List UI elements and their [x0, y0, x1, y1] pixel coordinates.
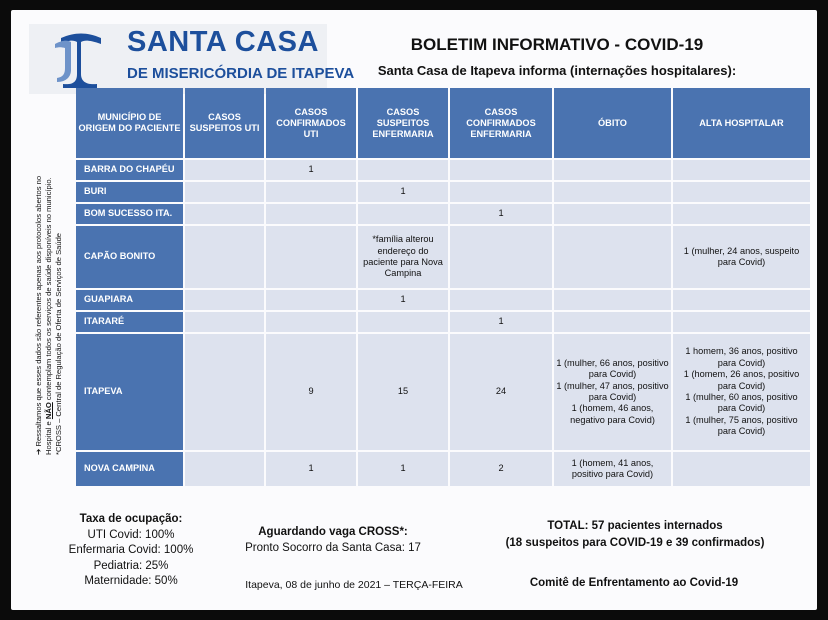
count-cell: [358, 312, 448, 332]
count-cell: [450, 160, 552, 180]
column-header: CASOS CONFIRMADOS UTI: [266, 88, 356, 158]
count-cell: [450, 226, 552, 288]
count-cell: [185, 204, 264, 224]
count-cell: 1: [358, 290, 448, 310]
count-cell: [358, 160, 448, 180]
death-entry: 1 (homem, 46 anos, negativo para Covid): [570, 403, 655, 425]
total-line1: TOTAL: 57 pacientes internados: [547, 520, 723, 532]
column-header: ÓBITO: [554, 88, 671, 158]
count-cell: 9: [266, 334, 356, 450]
waiting-text: Pronto Socorro da Santa Casa: 17: [245, 542, 421, 554]
count-cell: [266, 312, 356, 332]
discharge-cell: [673, 182, 810, 202]
death-cell: [554, 160, 671, 180]
count-cell: 1: [266, 452, 356, 486]
total-line2: (18 suspeitos para COVID-19 e 39 confirmados): [505, 537, 765, 549]
death-cell: [554, 182, 671, 202]
table-row: [76, 160, 810, 180]
death-cell: [554, 334, 671, 450]
committee-name: Comitê de Enfrentamento ao Covid-19: [529, 577, 739, 589]
discharge-entry: 1 (homem, 26 anos, positivo para Covid): [683, 369, 800, 391]
waiting-title: Aguardando vaga CROSS*:: [258, 526, 408, 538]
discharge-cell: [673, 204, 810, 224]
santa-casa-logo: [29, 24, 355, 94]
column-header: CASOS SUSPEITOS ENFERMARIA: [358, 88, 448, 158]
table-row: [76, 452, 810, 486]
count-cell: [185, 334, 264, 450]
count-cell: 15: [358, 334, 448, 450]
count-cell: [185, 452, 264, 486]
occupancy-item: Pediatria: 25%: [93, 559, 169, 572]
death-cell: [554, 204, 671, 224]
municipality-cell: ITARARÉ: [76, 312, 183, 332]
side-note-line1: ➔ Ressaltamos que esses dados são referentes apenas aos protocolos abertos no: [34, 175, 43, 455]
discharge-entry: 1 (mulher, 24 anos, suspeito para Covid): [683, 245, 800, 267]
table-row: [76, 334, 810, 450]
count-cell: 2: [450, 452, 552, 486]
count-cell: 24: [450, 334, 552, 450]
count-cell: [266, 226, 356, 288]
count-cell: *família alterou endereço do paciente para Nova Campina: [358, 226, 448, 288]
count-cell: [185, 160, 264, 180]
count-cell: 1: [450, 312, 552, 332]
municipality-cell: GUAPIARA: [76, 290, 183, 310]
column-header: ALTA HOSPITALAR: [673, 88, 810, 158]
discharge-cell: [673, 160, 810, 180]
count-cell: 1: [358, 452, 448, 486]
municipality-cell: CAPÃO BONITO: [76, 226, 183, 288]
table-row: [76, 312, 810, 332]
occupancy-item: UTI Covid: 100%: [87, 528, 175, 541]
municipality-cell: BARRA DO CHAPÉU: [76, 160, 183, 180]
count-cell: [450, 182, 552, 202]
bulletin-date: Itapeva, 08 de junho de 2021 – TERÇA-FEIRA: [245, 579, 463, 591]
bulletin-title: BOLETIM INFORMATIVO - COVID-19: [410, 35, 704, 54]
occupancy-item: Maternidade: 50%: [84, 575, 178, 587]
death-cell: [554, 312, 671, 332]
death-entry: 1 (mulher, 47 anos, positivo para Covid): [556, 380, 669, 402]
occupancy-title: Taxa de ocupação:: [79, 513, 183, 525]
column-header: CASOS SUSPEITOS UTI: [185, 88, 264, 158]
bulletin-subtitle: Santa Casa de Itapeva informa (internações hospitalares):: [377, 63, 737, 78]
count-cell: [266, 182, 356, 202]
hospitalizations-table: [74, 86, 812, 488]
logo-title: SANTA CASA: [127, 26, 319, 58]
column-header: MUNICÍPIO DE ORIGEM DO PACIENTE: [76, 88, 183, 158]
discharge-entry: 1 (mulher, 75 anos, positivo para Covid): [685, 414, 798, 437]
municipality-cell: BURI: [76, 182, 183, 202]
discharge-cell: [673, 226, 810, 288]
count-cell: 1: [450, 204, 552, 224]
cross-logo-icon: [51, 30, 107, 90]
death-cell: [554, 226, 671, 288]
waiting-block: [233, 524, 433, 556]
table-row: [76, 182, 810, 202]
count-cell: [450, 290, 552, 310]
death-cell: [554, 290, 671, 310]
municipality-cell: BOM SUCESSO ITA.: [76, 204, 183, 224]
discharge-cell: [673, 312, 810, 332]
discharge-cell: [673, 452, 810, 486]
side-note: [25, 137, 73, 455]
municipality-cell: ITAPEVA: [76, 334, 183, 450]
occupancy-block: [51, 512, 211, 590]
side-note-line3: *CROSS – Central de Regulação de Oferta de Serviços de Saúde: [54, 232, 63, 455]
count-cell: [185, 312, 264, 332]
death-cell: [554, 452, 671, 486]
total-block: [485, 518, 785, 552]
count-cell: [185, 182, 264, 202]
count-cell: 1: [358, 182, 448, 202]
column-header: CASOS CONFIRMADOS ENFERMARIA: [450, 88, 552, 158]
bulletin-sheet: [11, 10, 817, 610]
discharge-entry: 1 (mulher, 60 anos, positivo para Covid): [685, 392, 798, 414]
discharge-cell: [673, 334, 810, 450]
death-entry: 1 (homem, 41 anos, positivo para Covid): [571, 457, 654, 479]
count-cell: [358, 204, 448, 224]
side-note-line2: Hospital e NÃO contemplam todos os serviços de saúde disponíveis no município.: [44, 177, 53, 455]
logo-subtitle: DE MISERICÓRDIA DE ITAPEVA: [127, 65, 355, 82]
discharge-entry: 1 homem, 36 anos, positivo para Covid): [685, 346, 798, 368]
count-cell: [185, 290, 264, 310]
count-cell: [266, 204, 356, 224]
discharge-cell: [673, 290, 810, 310]
death-entry: 1 (mulher, 66 anos, positivo para Covid): [556, 357, 669, 380]
table-header-row: [76, 88, 810, 158]
count-cell: [185, 226, 264, 288]
count-cell: [266, 290, 356, 310]
table-row: [76, 290, 810, 310]
municipality-cell: NOVA CAMPINA: [76, 452, 183, 486]
table-row: [76, 204, 810, 224]
count-cell: 1: [266, 160, 356, 180]
table-row: [76, 226, 810, 288]
occupancy-item: Enfermaria Covid: 100%: [68, 544, 194, 556]
